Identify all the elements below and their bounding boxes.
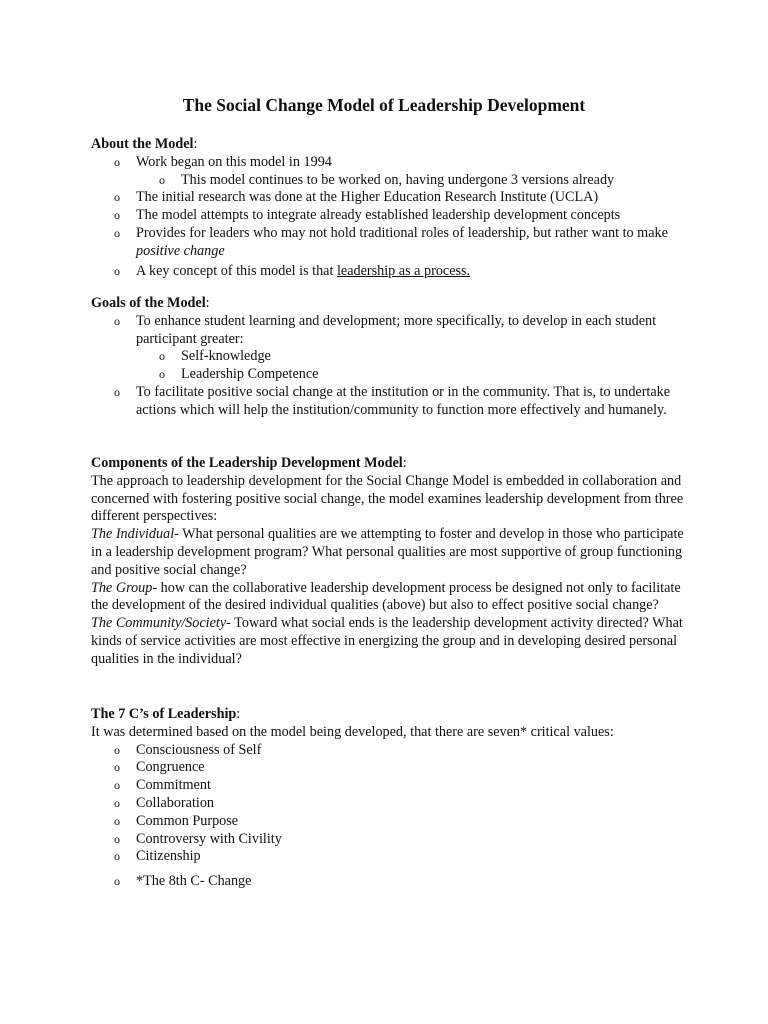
seven-cs-intro: It was determined based on the model being developed, that there are seven* critical values: (91, 723, 614, 740)
list-item: o Common Purpose (114, 812, 239, 829)
section-heading-seven-cs: The 7 C’s of Leadership: (91, 706, 241, 722)
bullet-icon: o (114, 742, 120, 757)
list-item: o Collaboration (114, 794, 215, 811)
about-sublist (136, 172, 691, 190)
perspective-community: The Community/Society- Toward what social ends is the leadership development activity directed? What kinds of service activities are most effective in energizing the group and in developing desired personal qualities in the individual? (91, 615, 683, 667)
list-item: o Provides for leaders who may not hold traditional roles of leadership, but rather want to make positive change (114, 224, 668, 259)
bullet-icon: o (114, 384, 120, 399)
list-item: o Commitment (114, 777, 211, 794)
bullet-icon: o (159, 349, 165, 364)
goals-list (91, 313, 691, 420)
list-item: o Consciousness of Self (114, 741, 262, 758)
list-item: o Leadership Competence (159, 366, 319, 383)
components-intro: The approach to leadership development for the Social Change Model is embedded in collaboration and concerned with fostering positive social change, the model examines leadership development from three different perspectives: (91, 472, 684, 525)
bullet-icon: o (114, 225, 120, 240)
bullet-icon: o (114, 831, 120, 846)
bullet-icon: o (114, 760, 120, 775)
bullet-icon: o (114, 190, 120, 205)
bullet-icon: o (114, 154, 120, 169)
bullet-icon: o (114, 874, 120, 889)
bullet-icon: o (114, 208, 120, 223)
seven-cs-list (91, 742, 691, 891)
section-heading-about: About the Model: (91, 136, 198, 152)
list-item: o Congruence (114, 759, 205, 776)
bullet-icon: o (114, 313, 120, 328)
list-item: o The model attempts to integrate already established leadership development concepts (114, 207, 621, 224)
bullet-icon: o (159, 367, 165, 382)
list-item: o Citizenship (114, 848, 201, 865)
perspective-group: The Group- how can the collaborative leadership development process be designed not only to facilitate the development of the desired individual qualities (above) but also to effect positive social change? (91, 579, 681, 614)
bullet-icon: o (114, 263, 120, 278)
section-about (91, 136, 691, 280)
section-heading-goals: Goals of the Model: (91, 295, 210, 311)
bullet-icon: o (114, 778, 120, 793)
section-seven-cs (91, 706, 691, 891)
list-item: o A key concept of this model is that leadership as a process. (114, 262, 471, 279)
bullet-icon: o (114, 813, 120, 828)
perspective-individual: The Individual- What personal qualities are we attempting to foster and develop in those who participate in a leadership development program? What personal qualities are most supportive of group functioning and positive social change? (91, 526, 684, 578)
bullet-icon: o (114, 795, 120, 810)
bullet-icon: o (114, 849, 120, 864)
section-heading-components: Components of the Leadership Development Model: (91, 455, 407, 471)
key-concept-underline: leadership as a process. (336, 262, 471, 279)
list-item: o Work began on this model in 1994 o This model continues to be worked on, having undergone 3 versions already (91, 154, 691, 190)
list-item: o This model continues to be worked on, having undergone 3 versions already (159, 171, 615, 188)
list-item: o To facilitate positive social change at the institution or in the community. That is, to undertake actions which will help the institution/community to function more effectively and humanely. (114, 383, 671, 418)
bullet-icon: o (159, 172, 165, 187)
section-components (91, 455, 691, 669)
document-title: The Social Change Model of Leadership Development (182, 95, 586, 115)
list-item: o The initial research was done at the Higher Education Research Institute (UCLA) (114, 189, 599, 206)
list-item: o Controversy with Civility (114, 830, 282, 847)
list-item: o Self-knowledge (159, 348, 271, 365)
list-item: o To enhance student learning and development; more specifically, to develop in each student participant greater: o Self-knowledge o Leadership Competence (91, 313, 691, 384)
goals-sublist (136, 348, 691, 384)
list-item: o *The 8th C- Change (114, 873, 252, 890)
section-goals (91, 295, 691, 420)
about-list (91, 154, 691, 281)
